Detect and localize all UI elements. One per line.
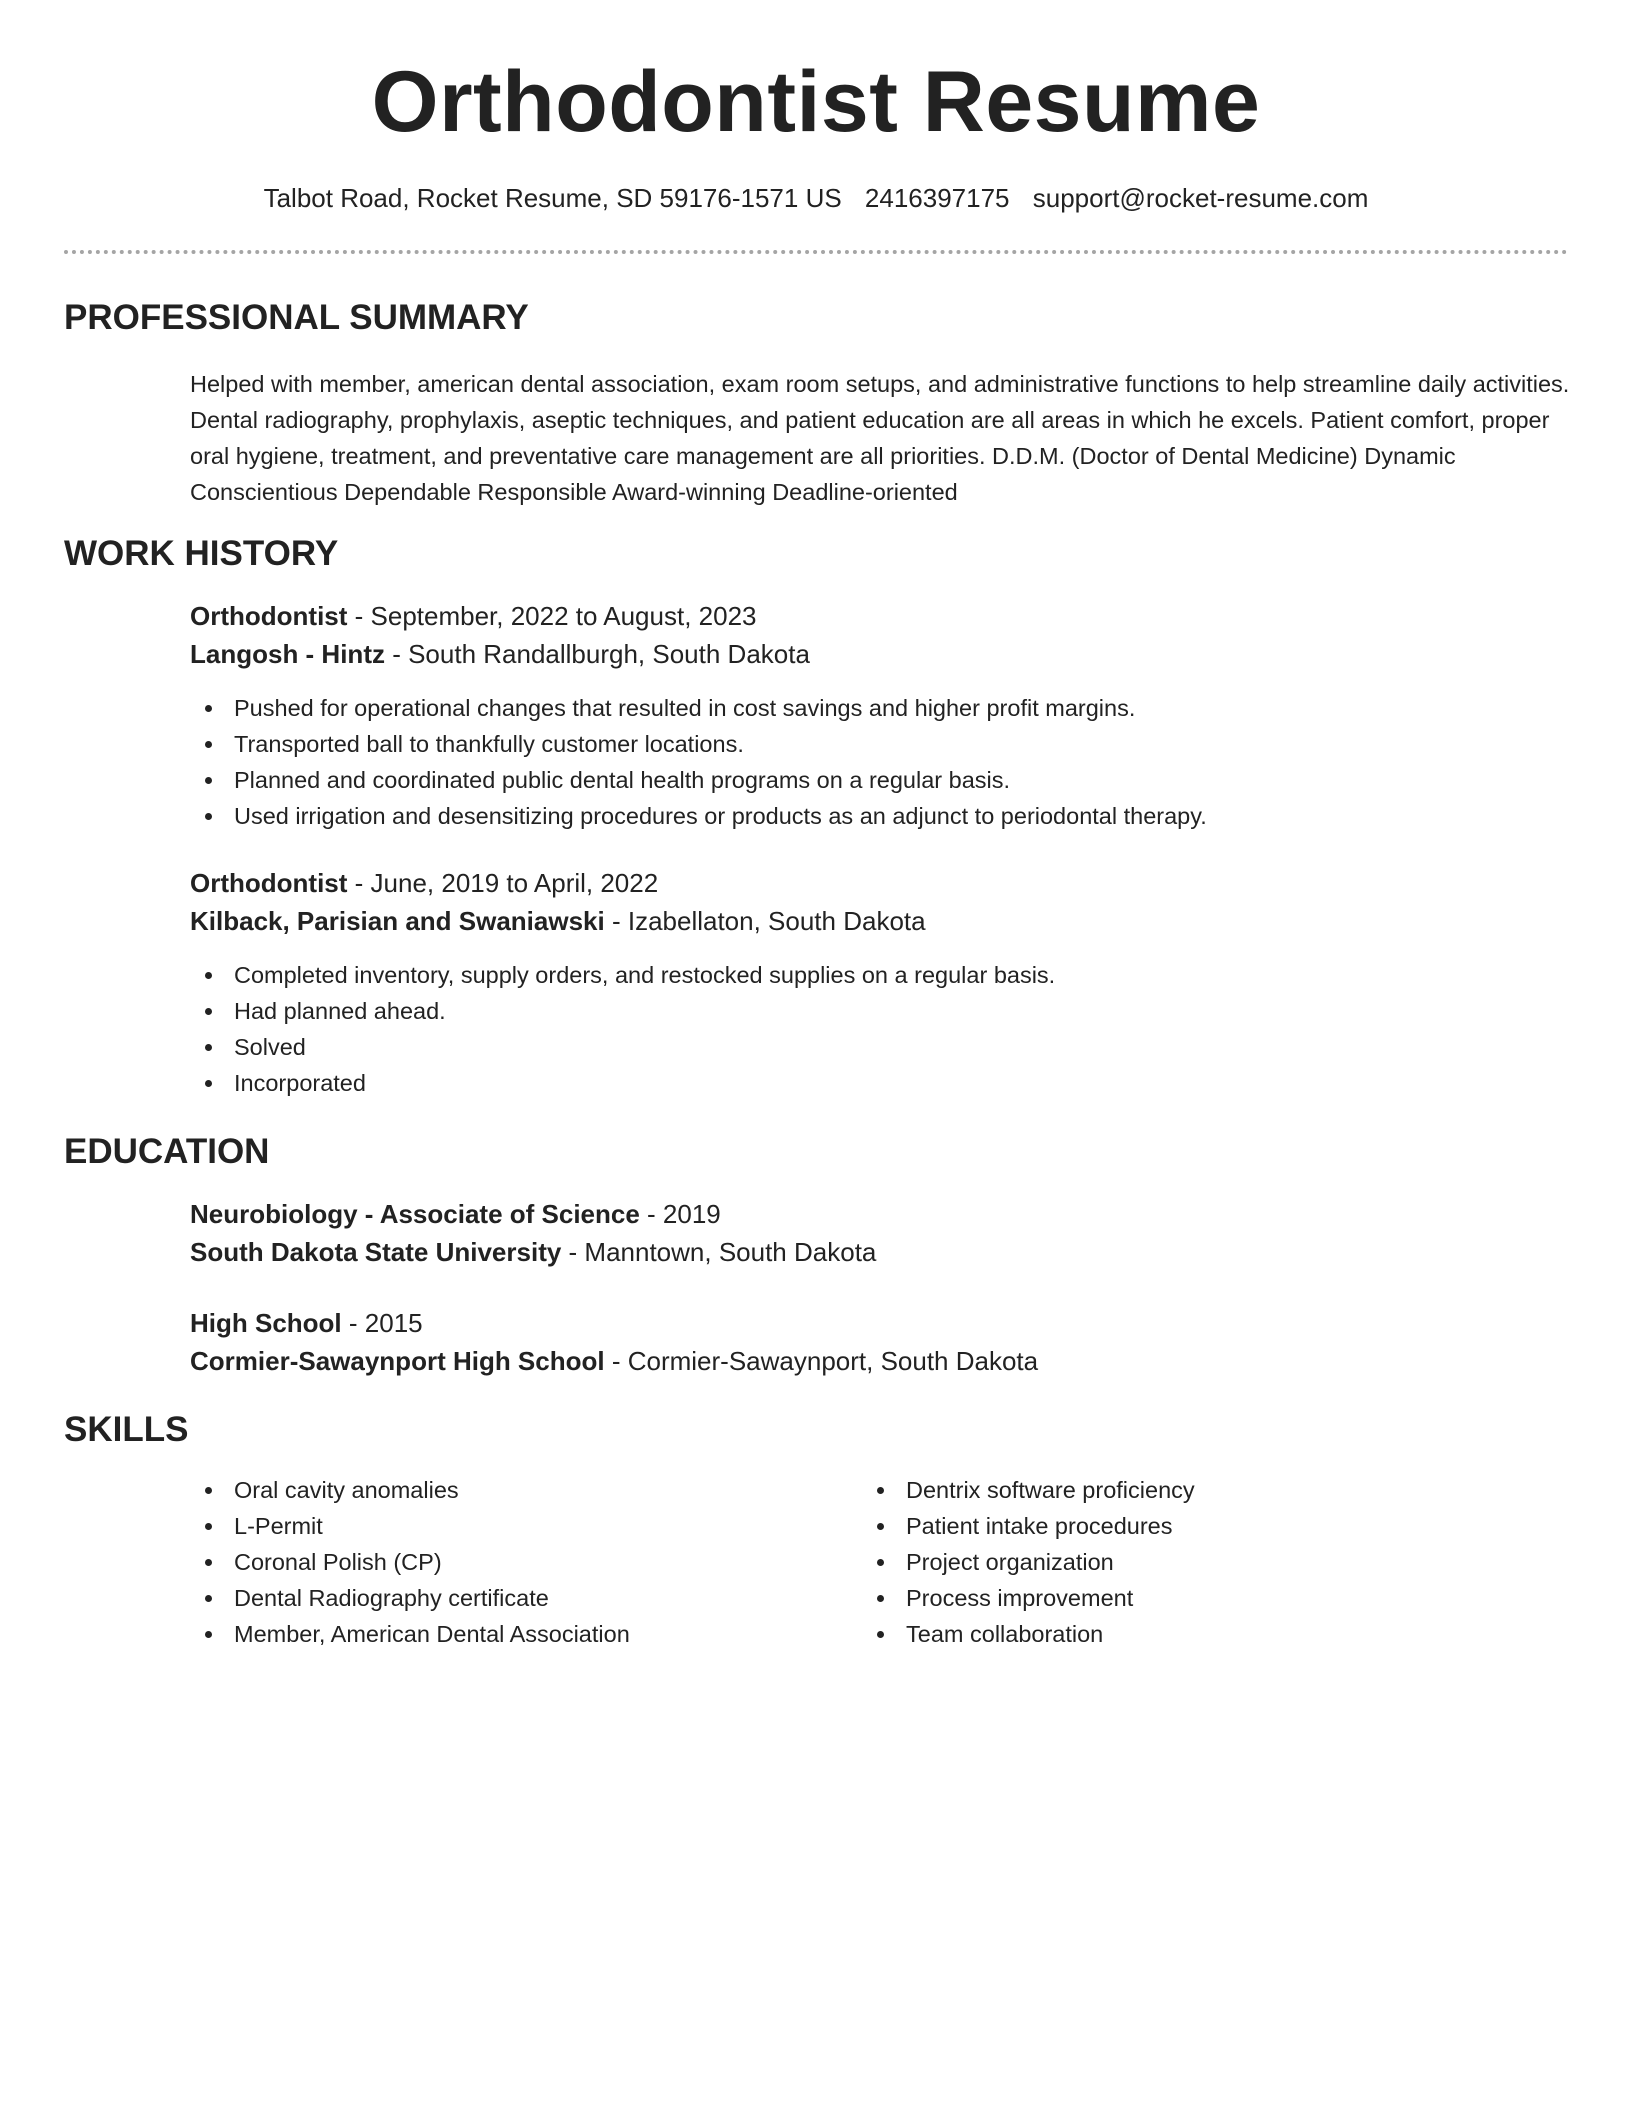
skill-item: Member, American Dental Association <box>190 1616 830 1652</box>
contact-address: Talbot Road, Rocket Resume, SD 59176-1571 US <box>263 183 842 213</box>
job-dates: - September, 2022 to August, 2023 <box>347 601 757 631</box>
list-item: Incorporated <box>190 1065 1570 1101</box>
list-item: Solved <box>190 1029 1570 1065</box>
education-degree: Neurobiology - Associate of Science <box>190 1199 640 1229</box>
section-heading-education: EDUCATION <box>64 1132 270 1171</box>
job-title: Orthodontist <box>190 868 348 898</box>
list-item: Pushed for operational changes that resulted in cost savings and higher profit margins. <box>190 690 1570 726</box>
skill-item: L-Permit <box>190 1508 830 1544</box>
education-entry <box>190 1304 1570 1380</box>
section-heading-summary: PROFESSIONAL SUMMARY <box>64 298 529 337</box>
job-location: - South Randallburgh, South Dakota <box>384 639 810 669</box>
contact-email[interactable]: support@rocket-resume.com <box>1032 183 1369 213</box>
job-title: Orthodontist <box>190 601 348 631</box>
education-school: South Dakota State University <box>190 1237 562 1267</box>
education-school-line <box>190 1233 1570 1271</box>
skill-item: Process improvement <box>862 1580 1562 1616</box>
list-item: Used irrigation and desensitizing procedures or products as an adjunct to periodontal therapy. <box>190 798 1570 834</box>
job-location: - Izabellaton, South Dakota <box>604 906 926 936</box>
contact-phone[interactable]: 2416397175 <box>864 183 1010 213</box>
job-company: Langosh - Hintz <box>190 639 385 669</box>
skills-list-right <box>862 1472 1562 1652</box>
education-degree-line <box>190 1304 1570 1342</box>
education-degree: High School <box>190 1308 342 1338</box>
job-bullets <box>190 957 1570 1101</box>
list-item: Had planned ahead. <box>190 993 1570 1029</box>
education-school: Cormier-Sawaynport High School <box>190 1346 605 1376</box>
education-location: - Cormier-Sawaynport, South Dakota <box>604 1346 1039 1376</box>
education-entry <box>190 1195 1570 1271</box>
skill-item: Project organization <box>862 1544 1562 1580</box>
skill-item: Coronal Polish (CP) <box>190 1544 830 1580</box>
education-year: - 2015 <box>341 1308 423 1338</box>
resume-title: Orthodontist Resume <box>371 54 1261 150</box>
education-degree-line <box>190 1195 1570 1233</box>
list-item: Transported ball to thankfully customer locations. <box>190 726 1570 762</box>
skill-item: Dental Radiography certificate <box>190 1580 830 1616</box>
job-title-line <box>190 597 1570 635</box>
education-school-line <box>190 1342 1570 1380</box>
job-entry <box>190 597 1570 673</box>
job-entry <box>190 864 1570 940</box>
list-item: Completed inventory, supply orders, and restocked supplies on a regular basis. <box>190 957 1570 993</box>
skills-list-left <box>190 1472 830 1652</box>
skill-item: Team collaboration <box>862 1616 1562 1652</box>
job-bullets <box>190 690 1570 834</box>
job-company: Kilback, Parisian and Swaniawski <box>190 906 605 936</box>
job-title-line <box>190 864 1570 902</box>
header-divider <box>64 250 1568 254</box>
skill-item: Dentrix software proficiency <box>862 1472 1562 1508</box>
summary-text: Helped with member, american dental association, exam room setups, and administrative functions to help streamline daily activities. Dental radiography, prophylaxis, aseptic techniques, and patient education are all areas in which he excels. Patient comfort, proper oral hygiene, treatment, and preventative care management are all priorities. D.D.M. (Doctor of Dental Medicine) Dynamic Conscientious Dependable Responsible Award-winning Deadline-oriented <box>190 371 1570 505</box>
job-company-line <box>190 635 1570 673</box>
job-dates: - June, 2019 to April, 2022 <box>347 868 659 898</box>
section-heading-work-history: WORK HISTORY <box>64 534 339 573</box>
skill-item: Patient intake procedures <box>862 1508 1562 1544</box>
education-location: - Manntown, South Dakota <box>561 1237 877 1267</box>
contact-line <box>0 180 1632 216</box>
list-item: Planned and coordinated public dental health programs on a regular basis. <box>190 762 1570 798</box>
skill-item: Oral cavity anomalies <box>190 1472 830 1508</box>
section-heading-skills: SKILLS <box>64 1410 189 1449</box>
education-year: - 2019 <box>639 1199 721 1229</box>
job-company-line <box>190 902 1570 940</box>
